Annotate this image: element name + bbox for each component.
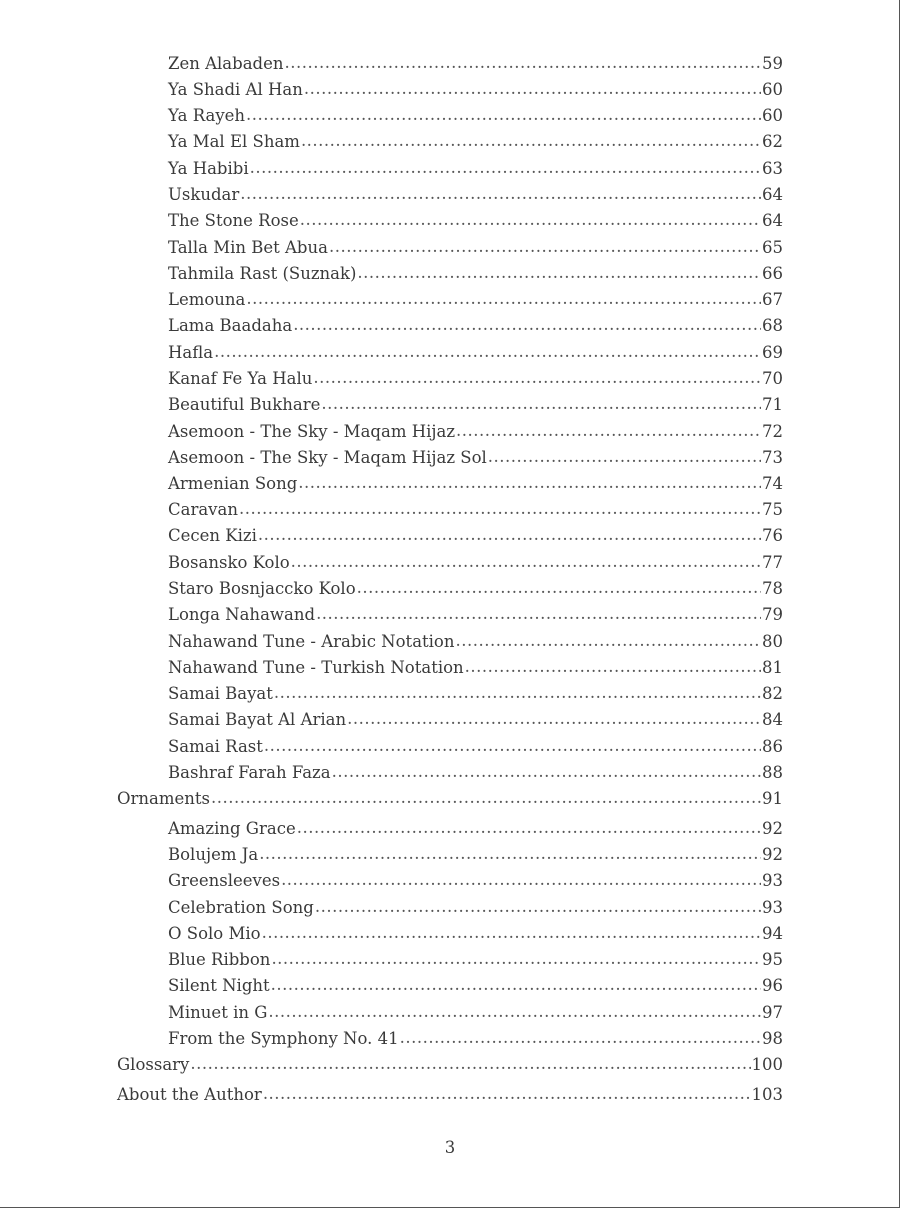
toc-entry <box>168 209 783 233</box>
toc-dot-leader <box>246 103 761 127</box>
toc-dot-leader <box>281 868 761 892</box>
toc-entry-page: 72 <box>762 422 783 441</box>
toc-entry-page: 92 <box>762 819 783 838</box>
toc-entry-page: 66 <box>762 264 783 283</box>
toc-dot-leader <box>465 655 761 679</box>
toc-dot-leader <box>291 550 761 574</box>
toc-entry-page: 59 <box>762 54 783 73</box>
toc-entry-title: Beautiful Bukhare <box>168 395 321 414</box>
toc-entry-title: Kanaf Fe Ya Halu <box>168 369 313 388</box>
toc-entry-page: 91 <box>762 789 783 808</box>
toc-entry-title: Bolujem Ja <box>168 845 259 864</box>
toc-entry-title: Armenian Song <box>168 474 298 493</box>
toc-entry-title: Blue Ribbon <box>168 950 271 969</box>
toc-dot-leader <box>262 921 761 945</box>
toc-entry-page: 64 <box>762 185 783 204</box>
toc-entry <box>168 498 783 522</box>
toc-dot-leader <box>400 1026 761 1050</box>
toc-entry-page: 76 <box>762 526 783 545</box>
toc-entry-page: 64 <box>762 211 783 230</box>
toc-entry <box>168 974 783 998</box>
toc-entry-title: Staro Bosnjaccko Kolo <box>168 579 356 598</box>
toc-entry-page: 81 <box>762 658 783 677</box>
toc-dot-leader <box>264 734 761 758</box>
toc-entry-title: About the Author <box>117 1085 262 1104</box>
toc-entry-title: O Solo Mio <box>168 924 261 943</box>
toc-entry <box>168 551 783 575</box>
toc-entry-page: 71 <box>762 395 783 414</box>
toc-entry <box>168 52 783 76</box>
toc-entry-page: 73 <box>762 448 783 467</box>
toc-entry-title: Zen Alabaden <box>168 54 284 73</box>
toc-entry-title: Minuet in G <box>168 1003 268 1022</box>
toc-entry-title: Samai Bayat <box>168 684 273 703</box>
toc-entry-page: 60 <box>762 106 783 125</box>
toc-entry-title: Longa Nahawand <box>168 605 316 624</box>
toc-entry-page: 62 <box>762 132 783 151</box>
toc-entry-page: 103 <box>751 1085 783 1104</box>
toc-dot-leader <box>259 842 761 866</box>
toc-section-entry <box>117 1083 783 1107</box>
toc-dot-leader <box>190 1052 750 1076</box>
toc-entry-title: Asemoon - The Sky - Maqam Hijaz <box>168 422 456 441</box>
toc-entry-title: Ya Mal El Sham <box>168 132 300 151</box>
toc-entry <box>168 341 783 365</box>
toc-entry-title: Talla Min Bet Abua <box>168 238 328 257</box>
toc-dot-leader <box>271 973 761 997</box>
toc-entry <box>168 183 783 207</box>
toc-entry <box>168 262 783 286</box>
toc-dot-leader <box>321 392 761 416</box>
toc-entry <box>168 896 783 920</box>
toc-entry <box>168 922 783 946</box>
toc-entry <box>168 1027 783 1051</box>
toc-entry-title: Ya Habibi <box>168 159 249 178</box>
toc-entry-page: 80 <box>762 632 783 651</box>
toc-dot-leader <box>298 471 761 495</box>
toc-dot-leader <box>293 313 761 337</box>
page-number: 3 <box>444 1138 456 1157</box>
toc-entry <box>168 104 783 128</box>
toc-entry-page: 75 <box>762 500 783 519</box>
toc-entry-title: Cecen Kizi <box>168 526 257 545</box>
toc-entry-title: Greensleeves <box>168 871 281 890</box>
toc-dot-leader <box>316 602 761 626</box>
toc-entry-page: 97 <box>762 1003 783 1022</box>
toc-entry <box>168 472 783 496</box>
toc-entry <box>168 367 783 391</box>
toc-entry-title: Ornaments <box>117 789 211 808</box>
toc-entry-page: 100 <box>751 1055 783 1074</box>
toc-entry-page: 60 <box>762 80 783 99</box>
toc-entry-title: Lama Baadaha <box>168 316 293 335</box>
toc-dot-leader <box>313 366 761 390</box>
toc-entry <box>168 236 783 260</box>
toc-entry <box>168 682 783 706</box>
toc-entry-title: Amazing Grace <box>168 819 296 838</box>
toc-entry <box>168 869 783 893</box>
toc-entry-page: 78 <box>762 579 783 598</box>
toc-entry-title: Celebration Song <box>168 898 314 917</box>
toc-dot-leader <box>214 340 761 364</box>
toc-entry <box>168 708 783 732</box>
toc-entry <box>168 446 783 470</box>
toc-dot-leader <box>274 681 761 705</box>
toc-entry <box>168 288 783 312</box>
toc-entry-page: 67 <box>762 290 783 309</box>
toc-entry-title: Samai Rast <box>168 737 263 756</box>
toc-entry-page: 65 <box>762 238 783 257</box>
toc-entry-page: 77 <box>762 553 783 572</box>
toc-dot-leader <box>297 816 761 840</box>
toc-entry-page: 68 <box>762 316 783 335</box>
toc-entry-page: 88 <box>762 763 783 782</box>
toc-entry-title: Nahawand Tune - Turkish Notation <box>168 658 464 677</box>
toc-dot-leader <box>263 1082 751 1106</box>
toc-entry <box>168 130 783 154</box>
toc-entry-title: Hafla <box>168 343 214 362</box>
toc-entry-page: 63 <box>762 159 783 178</box>
toc-section-entry <box>117 1053 783 1077</box>
toc-entry-title: From the Symphony No. 41 <box>168 1029 399 1048</box>
toc-dot-leader <box>488 445 761 469</box>
toc-dot-leader <box>258 523 761 547</box>
toc-entry-page: 74 <box>762 474 783 493</box>
toc-dot-leader <box>240 182 761 206</box>
toc-entry-title: Tahmila Rast (Suznak) <box>168 264 357 283</box>
toc-dot-leader <box>268 1000 761 1024</box>
toc-entry-title: Caravan <box>168 500 238 519</box>
toc-entry <box>168 843 783 867</box>
toc-entry-title: Asemoon - The Sky - Maqam Hijaz Sol <box>168 448 487 467</box>
toc-entry-page: 93 <box>762 898 783 917</box>
toc-entry-page: 69 <box>762 343 783 362</box>
toc-entry <box>168 157 783 181</box>
toc-entry <box>168 735 783 759</box>
toc-dot-leader <box>357 576 761 600</box>
toc-entry-title: Ya Rayeh <box>168 106 246 125</box>
toc-dot-leader <box>329 235 761 259</box>
toc-entry-title: Lemouna <box>168 290 246 309</box>
toc-section-entry <box>117 787 783 811</box>
toc-entry-page: 79 <box>762 605 783 624</box>
toc-dot-leader <box>246 287 761 311</box>
toc-dot-leader <box>456 629 762 653</box>
toc-entry <box>168 524 783 548</box>
toc-entry-page: 96 <box>762 976 783 995</box>
toc-entry-title: Ya Shadi Al Han <box>168 80 303 99</box>
toc-dot-leader <box>456 419 761 443</box>
toc-entry <box>168 393 783 417</box>
toc-entry-page: 93 <box>762 871 783 890</box>
toc-entry <box>168 603 783 627</box>
toc-entry <box>168 948 783 972</box>
toc-dot-leader <box>315 895 761 919</box>
toc-dot-leader <box>357 261 761 285</box>
toc-dot-leader <box>304 77 761 101</box>
toc-entry <box>168 420 783 444</box>
toc-entry-page: 70 <box>762 369 783 388</box>
toc-entry-title: Glossary <box>117 1055 190 1074</box>
toc-entry <box>168 761 783 785</box>
toc-entry-title: Uskudar <box>168 185 240 204</box>
toc-dot-leader <box>332 760 761 784</box>
toc-entry-title: The Stone Rose <box>168 211 299 230</box>
toc-entry-page: 92 <box>762 845 783 864</box>
toc-entry-title: Nahawand Tune - Arabic Notation <box>168 632 455 651</box>
toc-entry <box>168 1001 783 1025</box>
toc-dot-leader <box>250 156 761 180</box>
toc-entry <box>168 630 783 654</box>
toc-entry <box>168 314 783 338</box>
toc-entry <box>168 817 783 841</box>
toc-entry <box>168 656 783 680</box>
toc-dot-leader <box>347 707 761 731</box>
toc-entry-page: 82 <box>762 684 783 703</box>
toc-entry-page: 95 <box>762 950 783 969</box>
toc-dot-leader <box>301 129 761 153</box>
toc-dot-leader <box>300 208 761 232</box>
toc-entry-title: Silent Night <box>168 976 270 995</box>
toc-entry <box>168 78 783 102</box>
toc-entry-page: 86 <box>762 737 783 756</box>
toc-entry-title: Bosansko Kolo <box>168 553 290 572</box>
toc-dot-leader <box>239 497 761 521</box>
toc-entry <box>168 577 783 601</box>
toc-entry-page: 94 <box>762 924 783 943</box>
toc-entry-page: 84 <box>762 710 783 729</box>
toc-entry-page: 98 <box>762 1029 783 1048</box>
toc-entry-title: Samai Bayat Al Arian <box>168 710 347 729</box>
toc-dot-leader <box>284 51 761 75</box>
toc-entry-title: Bashraf Farah Faza <box>168 763 331 782</box>
toc-dot-leader <box>271 947 761 971</box>
toc-dot-leader <box>211 786 761 810</box>
